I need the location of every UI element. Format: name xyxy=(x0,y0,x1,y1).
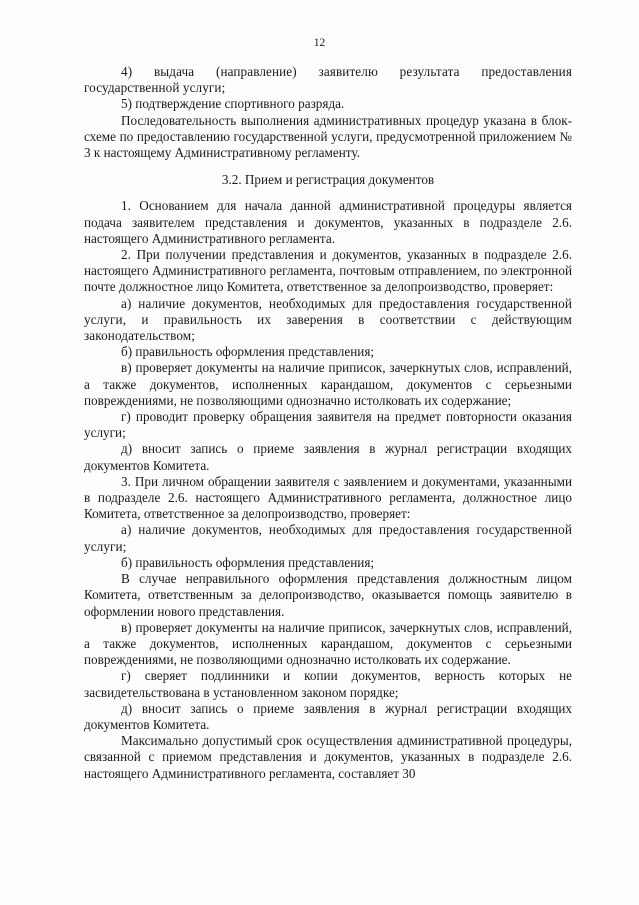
paragraph-basis: 1. Основанием для начала данной административной процедуры является подача заявителем представления и документов, указанных в подразделе 2.6. настоящего Административного регламента. xyxy=(84,198,572,246)
paragraph-visit-check-v: в) проверяет документы на наличие приписок, зачеркнутых слов, исправлений, а также документов, исполненных карандашом, документов с серьезными повреждениями, не позволяющими однозначно истолковать их содержание. xyxy=(84,619,572,668)
paragraph-visit-check-a: а) наличие документов, необходимых для предоставления государственной услуги; xyxy=(84,522,572,554)
paragraph-check-a: а) наличие документов, необходимых для предоставления государственной услуги, и правильность их заверения в соответствии с действующим законодательством; xyxy=(84,295,572,344)
paragraph-max-term: Максимально допустимый срок осуществления административной процедуры, связанной с приемом представления и документов, указанных в подразделе 2.6. настоящего Административного регламента, составляет 30 xyxy=(84,733,572,781)
paragraph-item-4: 4) выдача (направление) заявителю результата предоставления государственной услуги; xyxy=(84,64,572,96)
section-heading: 3.2. Прием и регистрация документов xyxy=(221,172,435,188)
paragraph-visit-check-d: д) вносит запись о приеме заявления в журнал регистрации входящих документов Комитета. xyxy=(84,700,572,732)
paragraph-item-5: 5) подтверждение спортивного разряда. xyxy=(121,96,345,112)
paragraph-incorrect-form: В случае неправильного оформления представления должностным лицом Комитета, ответственным за делопроизводство, оказывается помощь заявителю в оформлении нового представления. xyxy=(84,571,572,619)
paragraph-sequence-note: Последовательность выполнения административных процедур указана в блок-схеме по предоставлению государственной услуги, предусмотренной приложением № 3 к настоящему Административному регламенту. xyxy=(84,112,572,161)
paragraph-check-d: д) вносит запись о приеме заявления в журнал регистрации входящих документов Комитета. xyxy=(84,441,572,473)
document-body xyxy=(84,64,572,782)
page-number: 12 xyxy=(313,37,326,49)
paragraph-mail-receipt: 2. При получении представления и документов, указанных в подразделе 2.6. настоящего Административного регламента, почтовым отправлением, по электронной почте должностное лицо Комитета, ответственное за делопроизводство, проверяет: xyxy=(84,247,572,295)
paragraph-visit-check-b: б) правильность оформления представления; xyxy=(121,554,375,570)
paragraph-visit-check-g: г) сверяет подлинники и копии документов, верность которых не засвидетельствована в установленном законом порядке; xyxy=(84,668,572,700)
paragraph-check-g: г) проводит проверку обращения заявителя на предмет повторности оказания услуги; xyxy=(84,409,572,441)
paragraph-check-v: в) проверяет документы на наличие приписок, зачеркнутых слов, исправлений, а также документов, исполненных карандашом, документов с серьезными повреждениями, не позволяющими однозначно истолковать их содержание; xyxy=(84,360,572,408)
paragraph-check-b: б) правильность оформления представления; xyxy=(121,344,375,360)
paragraph-personal-visit: 3. При личном обращении заявителя с заявлением и документами, указанными в подразделе 2.6. настоящего Административного регламента, должностное лицо Комитета, ответственное за делопроизводство, проверяет: xyxy=(84,473,572,522)
